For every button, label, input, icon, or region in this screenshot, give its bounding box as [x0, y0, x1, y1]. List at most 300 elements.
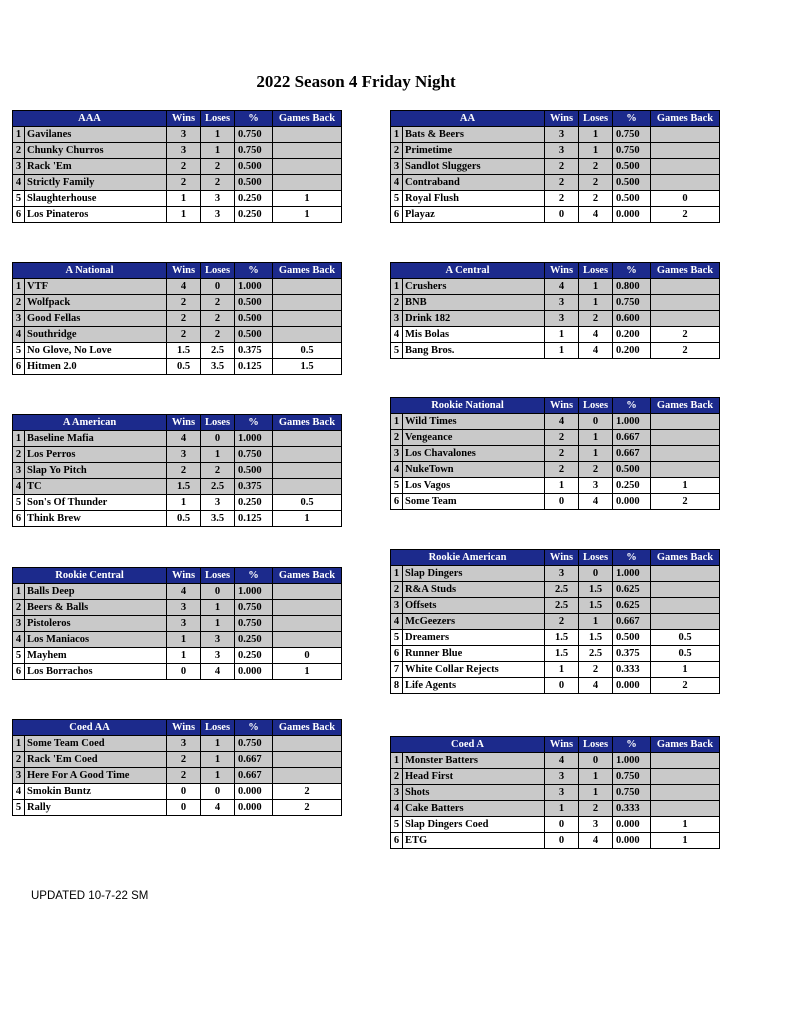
loses-cell: 1 — [579, 446, 613, 462]
table-row — [391, 801, 720, 817]
table-row — [13, 664, 342, 680]
header-row — [13, 415, 342, 431]
team-name-cell: Los Maniacos — [25, 632, 167, 648]
team-name-cell: Primetime — [403, 143, 545, 159]
team-name-cell: Sandlot Sluggers — [403, 159, 545, 175]
wins-cell: 1.5 — [545, 646, 579, 662]
loses-cell: 1 — [201, 127, 235, 143]
wins-cell: 4 — [545, 414, 579, 430]
header-row — [13, 568, 342, 584]
header-row — [13, 111, 342, 127]
pct-cell: 0.375 — [235, 343, 273, 359]
wins-cell: 1.5 — [167, 343, 201, 359]
table-row — [391, 494, 720, 510]
games-back-cell: 0 — [651, 191, 720, 207]
pct-cell: 0.333 — [613, 662, 651, 678]
pct-cell: 0.375 — [235, 479, 273, 495]
table-row — [13, 311, 342, 327]
division-name: Rookie American — [391, 550, 545, 566]
loses-cell: 1 — [201, 736, 235, 752]
pct-cell: 0.500 — [613, 159, 651, 175]
team-name-cell: Pistoleros — [25, 616, 167, 632]
standings-table — [12, 110, 342, 223]
wins-cell: 1 — [545, 478, 579, 494]
pct-cell: 0.500 — [613, 462, 651, 478]
rank-cell: 1 — [391, 414, 403, 430]
pct-cell: 0.500 — [235, 311, 273, 327]
rank-cell: 5 — [13, 648, 25, 664]
rank-cell: 4 — [13, 632, 25, 648]
wins-cell: 3 — [167, 143, 201, 159]
team-name-cell: Hitmen 2.0 — [25, 359, 167, 375]
pct-cell: 0.500 — [613, 175, 651, 191]
wins-cell: 3 — [545, 143, 579, 159]
pct-cell: 0.500 — [235, 175, 273, 191]
pct-cell: 0.750 — [235, 127, 273, 143]
games-back-cell — [651, 159, 720, 175]
games-back-cell: 0.5 — [651, 630, 720, 646]
team-name-cell: Rack 'Em — [25, 159, 167, 175]
team-name-cell: Chunky Churros — [25, 143, 167, 159]
team-name-cell: Here For A Good Time — [25, 768, 167, 784]
wins-cell: 4 — [545, 279, 579, 295]
games-back-cell — [651, 614, 720, 630]
team-name-cell: Los Borrachos — [25, 664, 167, 680]
wins-cell: 1 — [167, 648, 201, 664]
games-back-cell — [651, 175, 720, 191]
wins-cell: 1 — [545, 662, 579, 678]
loses-cell: 1.5 — [579, 582, 613, 598]
games-back-header: Games Back — [273, 568, 342, 584]
loses-cell: 4 — [579, 833, 613, 849]
team-name-cell: Some Team — [403, 494, 545, 510]
page-title: 2022 Season 4 Friday Night — [256, 72, 456, 91]
table-row — [13, 511, 342, 527]
wins-cell: 0 — [545, 833, 579, 849]
pct-cell: 0.750 — [235, 600, 273, 616]
wins-header: Wins — [167, 415, 201, 431]
team-name-cell: Rack 'Em Coed — [25, 752, 167, 768]
pct-cell: 1.000 — [613, 753, 651, 769]
pct-cell: 0.667 — [235, 752, 273, 768]
team-name-cell: Los Perros — [25, 447, 167, 463]
wins-cell: 2 — [167, 295, 201, 311]
team-name-cell: Slap Dingers Coed — [403, 817, 545, 833]
table-row — [391, 295, 720, 311]
table-row — [13, 463, 342, 479]
team-name-cell: Slap Dingers — [403, 566, 545, 582]
team-name-cell: Shots — [403, 785, 545, 801]
loses-cell: 0 — [201, 279, 235, 295]
games-back-cell — [651, 801, 720, 817]
games-back-header: Games Back — [651, 398, 720, 414]
table-row — [391, 207, 720, 223]
wins-cell: 0 — [545, 207, 579, 223]
loses-cell: 2 — [201, 295, 235, 311]
games-back-cell — [651, 462, 720, 478]
team-name-cell: Royal Flush — [403, 191, 545, 207]
games-back-cell: 2 — [273, 800, 342, 816]
division-name: Rookie Central — [13, 568, 167, 584]
table-row — [13, 584, 342, 600]
games-back-cell — [273, 479, 342, 495]
table-row — [13, 648, 342, 664]
pct-cell: 0.667 — [235, 768, 273, 784]
games-back-cell — [273, 143, 342, 159]
rank-cell: 5 — [391, 630, 403, 646]
pct-cell: 0.750 — [613, 769, 651, 785]
rank-cell: 1 — [391, 127, 403, 143]
pct-cell: 0.125 — [235, 511, 273, 527]
loses-cell: 2.5 — [201, 479, 235, 495]
wins-cell: 3 — [167, 616, 201, 632]
loses-cell: 4 — [579, 494, 613, 510]
loses-cell: 2 — [579, 159, 613, 175]
wins-cell: 2 — [167, 768, 201, 784]
wins-cell: 1.5 — [167, 479, 201, 495]
wins-header: Wins — [167, 111, 201, 127]
wins-cell: 3 — [545, 295, 579, 311]
table-row — [13, 616, 342, 632]
team-name-cell: Cake Batters — [403, 801, 545, 817]
wins-cell: 0 — [545, 678, 579, 694]
loses-cell: 3 — [201, 207, 235, 223]
games-back-cell: 1 — [651, 478, 720, 494]
loses-cell: 1 — [579, 127, 613, 143]
rank-cell: 3 — [13, 311, 25, 327]
table-row — [391, 279, 720, 295]
rank-cell: 3 — [13, 768, 25, 784]
loses-cell: 2.5 — [579, 646, 613, 662]
table-row — [13, 343, 342, 359]
pct-cell: 0.250 — [235, 632, 273, 648]
rank-cell: 6 — [13, 511, 25, 527]
wins-cell: 1 — [545, 801, 579, 817]
pct-cell: 0.750 — [235, 143, 273, 159]
games-back-cell — [651, 446, 720, 462]
team-name-cell: Gavilanes — [25, 127, 167, 143]
team-name-cell: Baseline Mafia — [25, 431, 167, 447]
table-row — [391, 630, 720, 646]
wins-cell: 4 — [545, 753, 579, 769]
games-back-cell — [651, 566, 720, 582]
wins-cell: 2 — [545, 430, 579, 446]
loses-cell: 1 — [201, 616, 235, 632]
wins-cell: 2 — [167, 752, 201, 768]
loses-header: Loses — [201, 568, 235, 584]
rank-cell: 2 — [13, 447, 25, 463]
rank-cell: 6 — [391, 646, 403, 662]
games-back-header: Games Back — [651, 737, 720, 753]
loses-cell: 0 — [579, 753, 613, 769]
rank-cell: 6 — [13, 359, 25, 375]
loses-cell: 2 — [579, 462, 613, 478]
table-row — [391, 769, 720, 785]
loses-header: Loses — [201, 720, 235, 736]
games-back-cell — [273, 616, 342, 632]
games-back-cell: 1 — [651, 833, 720, 849]
pct-cell: 0.000 — [613, 678, 651, 694]
pct-cell: 0.750 — [235, 736, 273, 752]
loses-cell: 3 — [201, 648, 235, 664]
pct-cell: 0.500 — [235, 295, 273, 311]
rank-cell: 6 — [391, 494, 403, 510]
games-back-cell — [651, 311, 720, 327]
loses-cell: 2 — [579, 191, 613, 207]
team-name-cell: Wild Times — [403, 414, 545, 430]
table-row — [13, 632, 342, 648]
rank-cell: 2 — [13, 295, 25, 311]
pct-header: % — [235, 263, 273, 279]
pct-cell: 0.750 — [613, 295, 651, 311]
team-name-cell: Think Brew — [25, 511, 167, 527]
loses-cell: 2 — [201, 175, 235, 191]
table-row — [391, 817, 720, 833]
team-name-cell: Wolfpack — [25, 295, 167, 311]
team-name-cell: TC — [25, 479, 167, 495]
wins-cell: 2 — [167, 175, 201, 191]
games-back-cell: 1 — [273, 511, 342, 527]
rank-cell: 5 — [391, 478, 403, 494]
games-back-header: Games Back — [273, 720, 342, 736]
games-back-cell — [651, 582, 720, 598]
table-row — [391, 566, 720, 582]
pct-cell: 0.000 — [613, 833, 651, 849]
loses-cell: 0 — [201, 431, 235, 447]
rank-cell: 1 — [391, 279, 403, 295]
games-back-cell — [651, 295, 720, 311]
wins-cell: 1 — [167, 495, 201, 511]
rank-cell: 5 — [13, 343, 25, 359]
games-back-cell — [273, 175, 342, 191]
rank-cell: 3 — [391, 446, 403, 462]
team-name-cell: Southridge — [25, 327, 167, 343]
division-name: AA — [391, 111, 545, 127]
table-row — [391, 343, 720, 359]
pct-cell: 0.500 — [613, 191, 651, 207]
rank-cell: 4 — [13, 327, 25, 343]
wins-cell: 0 — [545, 494, 579, 510]
table-row — [13, 479, 342, 495]
loses-cell: 4 — [201, 664, 235, 680]
loses-cell: 1.5 — [579, 630, 613, 646]
division-name: A National — [13, 263, 167, 279]
loses-cell: 3 — [201, 632, 235, 648]
team-name-cell: Slap Yo Pitch — [25, 463, 167, 479]
wins-cell: 3 — [167, 127, 201, 143]
rank-cell: 5 — [391, 191, 403, 207]
standings-table — [12, 719, 342, 816]
table-row — [391, 478, 720, 494]
pct-cell: 0.250 — [613, 478, 651, 494]
wins-cell: 3 — [167, 736, 201, 752]
team-name-cell: Crushers — [403, 279, 545, 295]
pct-cell: 0.750 — [235, 447, 273, 463]
table-row — [13, 768, 342, 784]
games-back-cell — [651, 143, 720, 159]
table-row — [13, 752, 342, 768]
wins-cell: 2 — [167, 327, 201, 343]
loses-header: Loses — [201, 263, 235, 279]
loses-cell: 2.5 — [201, 343, 235, 359]
pct-cell: 0.800 — [613, 279, 651, 295]
division-name: Coed AA — [13, 720, 167, 736]
games-back-cell — [273, 159, 342, 175]
wins-header: Wins — [545, 398, 579, 414]
loses-cell: 0 — [201, 784, 235, 800]
loses-cell: 1 — [579, 614, 613, 630]
table-row — [13, 600, 342, 616]
games-back-header: Games Back — [273, 263, 342, 279]
rank-cell: 2 — [391, 582, 403, 598]
wins-header: Wins — [545, 550, 579, 566]
team-name-cell: Life Agents — [403, 678, 545, 694]
pct-cell: 0.750 — [235, 616, 273, 632]
pct-cell: 0.250 — [235, 648, 273, 664]
games-back-cell — [651, 769, 720, 785]
loses-header: Loses — [201, 415, 235, 431]
team-name-cell: Los Pinateros — [25, 207, 167, 223]
header-row — [13, 263, 342, 279]
loses-cell: 1 — [201, 768, 235, 784]
table-row — [13, 127, 342, 143]
games-back-cell — [651, 414, 720, 430]
games-back-cell — [273, 327, 342, 343]
wins-cell: 1 — [167, 632, 201, 648]
loses-header: Loses — [579, 398, 613, 414]
loses-cell: 1 — [579, 430, 613, 446]
header-row — [391, 398, 720, 414]
games-back-cell: 2 — [651, 327, 720, 343]
loses-cell: 2 — [579, 311, 613, 327]
rank-cell: 5 — [13, 191, 25, 207]
rank-cell: 3 — [391, 598, 403, 614]
pct-cell: 0.667 — [613, 614, 651, 630]
rank-cell: 1 — [391, 566, 403, 582]
standings-table — [390, 549, 720, 694]
table-row — [391, 462, 720, 478]
pct-header: % — [613, 263, 651, 279]
team-name-cell: Bats & Beers — [403, 127, 545, 143]
loses-cell: 2 — [201, 463, 235, 479]
rank-cell: 1 — [13, 127, 25, 143]
wins-cell: 3 — [545, 127, 579, 143]
games-back-cell — [651, 753, 720, 769]
loses-cell: 4 — [201, 800, 235, 816]
header-row — [13, 720, 342, 736]
loses-cell: 3 — [579, 817, 613, 833]
wins-header: Wins — [545, 737, 579, 753]
team-name-cell: Drink 182 — [403, 311, 545, 327]
loses-cell: 2 — [579, 801, 613, 817]
wins-cell: 2 — [545, 462, 579, 478]
games-back-header: Games Back — [651, 263, 720, 279]
wins-cell: 2 — [545, 446, 579, 462]
wins-cell: 2 — [545, 175, 579, 191]
loses-cell: 2 — [579, 662, 613, 678]
games-back-cell: 2 — [651, 207, 720, 223]
standings-table — [12, 262, 342, 375]
rank-cell: 1 — [391, 753, 403, 769]
rank-cell: 4 — [13, 479, 25, 495]
rank-cell: 5 — [13, 495, 25, 511]
team-name-cell: Offsets — [403, 598, 545, 614]
wins-cell: 4 — [167, 431, 201, 447]
games-back-cell: 1 — [273, 664, 342, 680]
table-row — [391, 414, 720, 430]
pct-header: % — [235, 720, 273, 736]
table-row — [13, 327, 342, 343]
wins-cell: 2 — [545, 614, 579, 630]
games-back-header: Games Back — [651, 550, 720, 566]
games-back-cell: 1.5 — [273, 359, 342, 375]
rank-cell: 2 — [391, 769, 403, 785]
division-name: A Central — [391, 263, 545, 279]
pct-header: % — [235, 415, 273, 431]
wins-cell: 4 — [167, 279, 201, 295]
wins-cell: 2 — [167, 311, 201, 327]
loses-cell: 0 — [201, 584, 235, 600]
division-name: Rookie National — [391, 398, 545, 414]
pct-cell: 0.000 — [235, 784, 273, 800]
pct-cell: 0.500 — [613, 630, 651, 646]
games-back-cell — [273, 752, 342, 768]
table-row — [13, 447, 342, 463]
table-row — [391, 678, 720, 694]
wins-cell: 2 — [167, 463, 201, 479]
loses-cell: 4 — [579, 207, 613, 223]
table-row — [13, 207, 342, 223]
pct-cell: 0.000 — [235, 800, 273, 816]
loses-cell: 3 — [201, 495, 235, 511]
division-name: A American — [13, 415, 167, 431]
games-back-cell — [273, 431, 342, 447]
table-row — [391, 598, 720, 614]
rank-cell: 1 — [13, 279, 25, 295]
pct-cell: 0.250 — [235, 495, 273, 511]
wins-header: Wins — [167, 263, 201, 279]
loses-cell: 3.5 — [201, 359, 235, 375]
pct-header: % — [613, 111, 651, 127]
rank-cell: 4 — [13, 784, 25, 800]
games-back-cell: 2 — [651, 343, 720, 359]
games-back-cell — [273, 295, 342, 311]
loses-header: Loses — [579, 111, 613, 127]
loses-cell: 1 — [201, 752, 235, 768]
rank-cell: 5 — [13, 800, 25, 816]
pct-cell: 0.500 — [235, 327, 273, 343]
games-back-header: Games Back — [651, 111, 720, 127]
table-row — [391, 159, 720, 175]
games-back-cell: 0.5 — [273, 495, 342, 511]
loses-cell: 3 — [201, 191, 235, 207]
games-back-cell: 1 — [273, 207, 342, 223]
rank-cell: 4 — [13, 175, 25, 191]
table-row — [13, 495, 342, 511]
pct-header: % — [613, 398, 651, 414]
wins-header: Wins — [545, 263, 579, 279]
table-row — [391, 753, 720, 769]
games-back-header: Games Back — [273, 111, 342, 127]
games-back-cell — [651, 127, 720, 143]
rank-cell: 5 — [391, 343, 403, 359]
pct-cell: 1.000 — [235, 431, 273, 447]
rank-cell: 2 — [13, 752, 25, 768]
table-row — [391, 833, 720, 849]
team-name-cell: BNB — [403, 295, 545, 311]
rank-cell: 4 — [391, 462, 403, 478]
wins-cell: 0.5 — [167, 511, 201, 527]
